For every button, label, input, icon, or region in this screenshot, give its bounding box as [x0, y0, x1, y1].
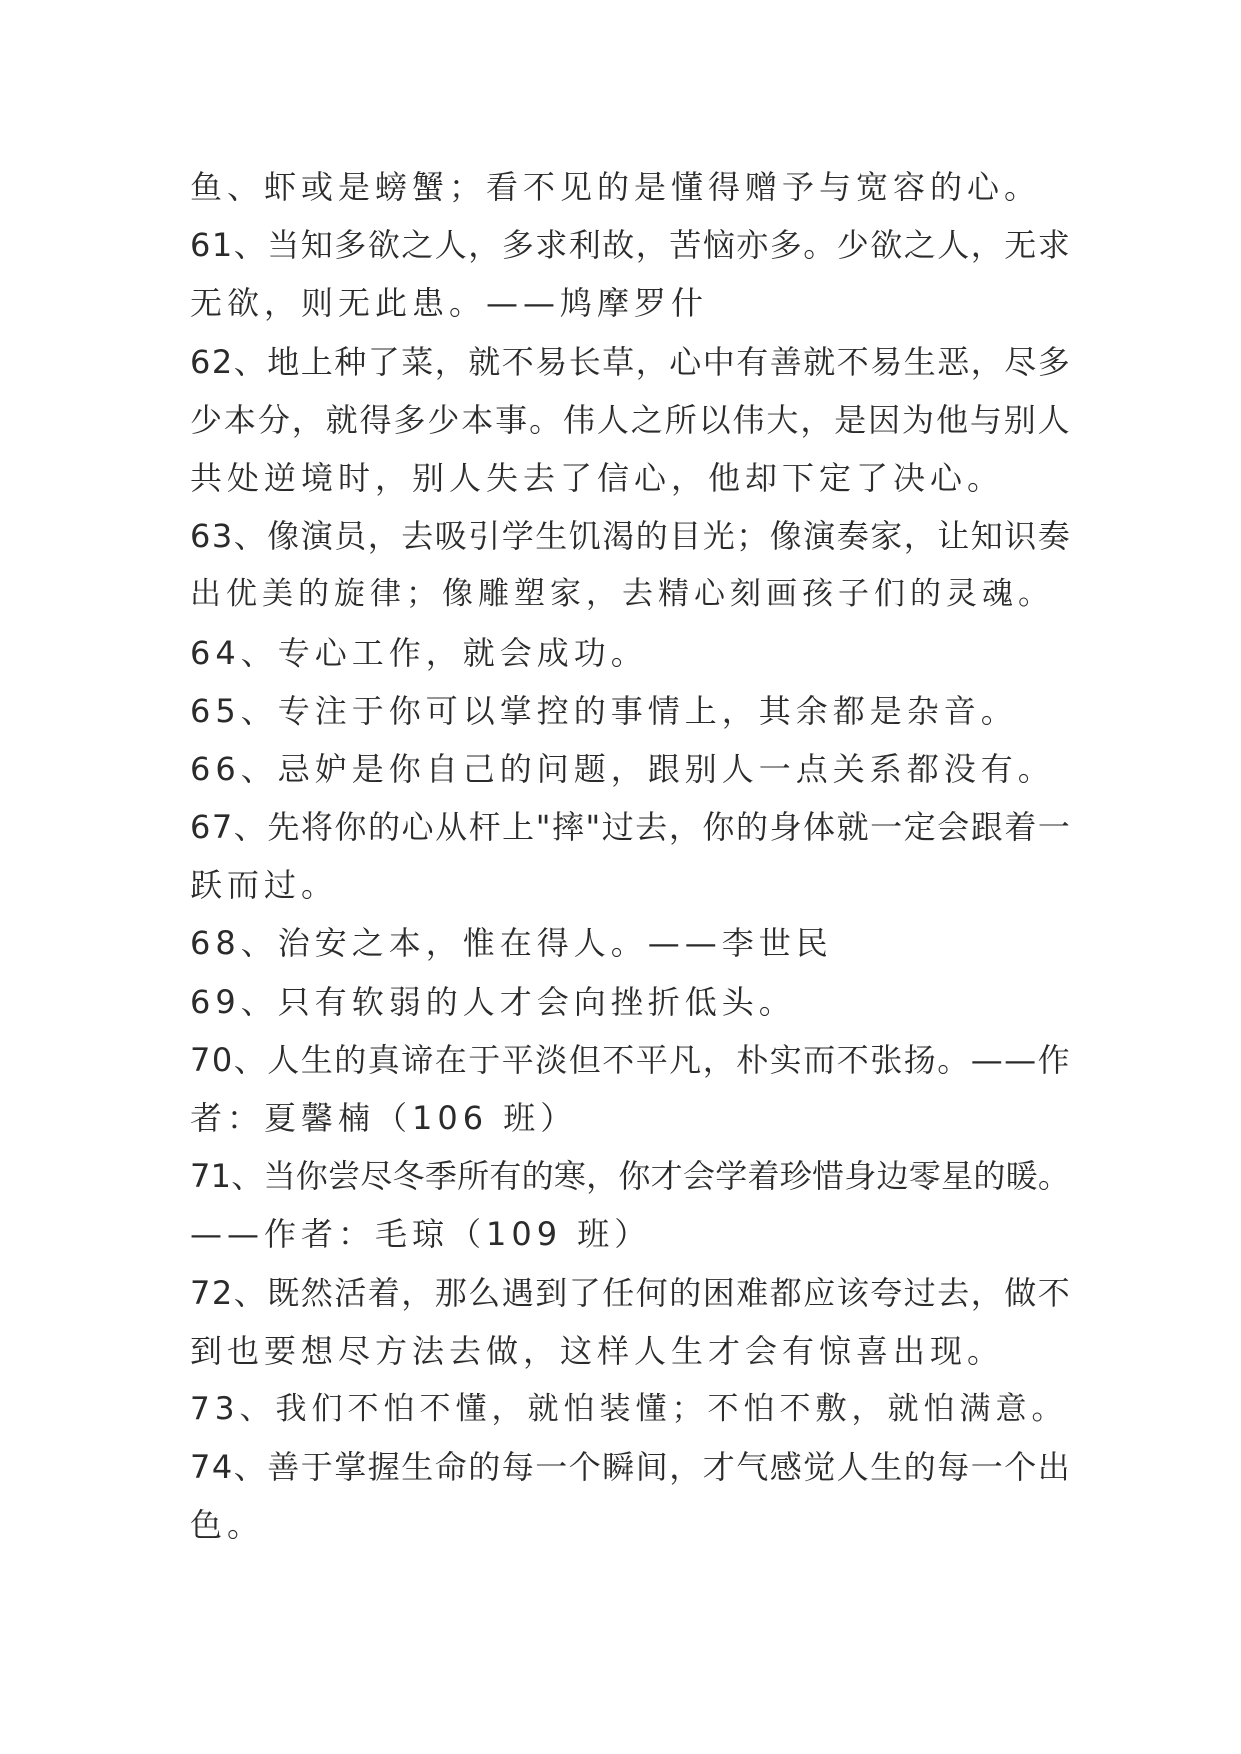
text-line: 6 2 、 地 上 种 了 菜 ， 就 不 易 长 草 ， 心 中 有 善 就 不 易 生 恶 ， 尽 多	[190, 342, 1070, 381]
text-line: 68、治安之本，惟在得人。——李世民	[190, 924, 833, 963]
text-line: 跃而过。	[190, 866, 339, 905]
text-line: ——作者：毛琼（109 班）	[190, 1215, 652, 1254]
text-line: 7 1 、 当 你 尝 尽 冬 季 所 有 的 寒 ， 你 才 会 学 着 珍 惜 身 边 零 星 的 暖 。	[190, 1157, 1070, 1196]
text-line: 66、忌妒是你自己的问题，跟别人一点关系都没有。	[190, 749, 1055, 788]
text-line: 鱼、虾或是螃蟹；看不见的是懂得赠予与宽容的心。	[190, 168, 1042, 206]
text-line: 色。	[190, 1506, 265, 1545]
text-line: 69、只有软弱的人才会向挫折低头。	[190, 982, 796, 1021]
text-line: 73、我们不怕不懂，就怕装懂；不怕不敷，就怕满意。	[190, 1390, 1068, 1427]
text-line: 出优美的旋律；像雕塑家，去精心刻画孩子们的灵魂。	[190, 576, 1054, 613]
text-line: 7 0 、 人 生 的 真 谛 在 于 平 淡 但 不 平 凡 ， 朴 实 而 不 张 扬 。 — — 作	[190, 1040, 1070, 1079]
text-line: 到也要想尽方法去做，这样人生才会有惊喜出现。	[190, 1331, 1005, 1370]
text-line: 65、专注于你可以掌控的事情上，其余都是杂音。	[190, 691, 1018, 730]
text-line: 无欲，则无此患。——鸠摩罗什	[190, 284, 709, 323]
text-line: 6 1 、 当 知 多 欲 之 人 ， 多 求 利 故 ， 苦 恼 亦 多 。 少 欲 之 人 ， 无 求	[190, 226, 1070, 265]
text-line: 共处逆境时，别人失去了信心，他却下定了决心。	[190, 458, 1005, 497]
text-line: 6 3 、 像 演 员 ， 去 吸 引 学 生 饥 渴 的 目 光 ； 像 演 奏 家 ， 让 知 识 奏	[190, 517, 1070, 556]
text-line: 7 4 、 善 于 掌 握 生 命 的 每 一 个 瞬 间 ， 才 气 感 觉 人 生 的 每 一 个 出	[190, 1448, 1070, 1487]
text-line: 6 7 、 先 将 你 的 心 从 杆 上 " 摔 " 过 去 ， 你 的 身 体 就 一 定 会 跟 着 一	[190, 808, 1070, 847]
text-line: 少 本 分 ， 就 得 多 少 本 事 。 伟 人 之 所 以 伟 大 ， 是 因 为 他 与 别 人	[190, 400, 1070, 439]
text-line: 7 2 、 既 然 活 着 ， 那 么 遇 到 了 任 何 的 困 难 都 应 该 夸 过 去 ， 做 不	[190, 1273, 1070, 1312]
document-body	[190, 158, 1070, 1555]
text-line: 64、专心工作，就会成功。	[190, 633, 648, 672]
text-line: 者：夏馨楠（106 班）	[190, 1099, 578, 1137]
